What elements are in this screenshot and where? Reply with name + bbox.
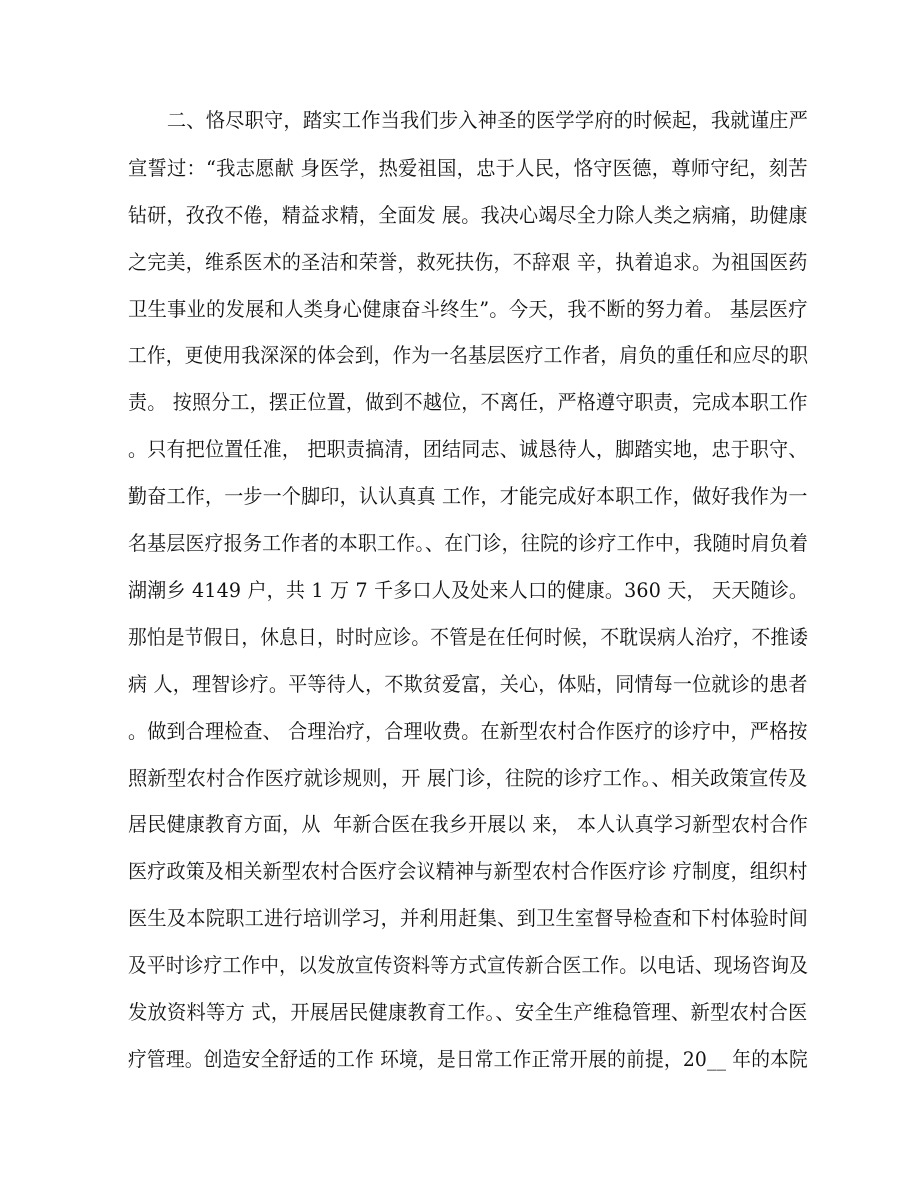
text-line: 及平时诊疗工作中，以发放宣传资料等方式宣传新合医工作。以电话、现场咨询及 — [128, 953, 809, 977]
text-line: 居民健康教育方面，从 年新合医在我乡开展以 来， 本人认真学习新型农村合作 — [128, 812, 809, 836]
text-line: 。做到合理检查、 合理治疗，合理收费。在新型农村合作医疗的诊疗中，严格按 — [128, 719, 808, 743]
text-line: 疗管理。创造安全舒适的工作 环境，是日常工作正常开展的前提，20__ 年的本院 — [128, 1047, 808, 1071]
text-line: 二、恪尽职守，踏实工作当我们步入神圣的医学学府的时候起，我就谨庄严 — [128, 108, 808, 132]
text-line: 工作，更使用我深深的体会到，作为一名基层医疗工作者，肩负的重任和应尽的职 — [128, 343, 809, 367]
text-line: 勤奋工作，一步一个脚印，认认真真 工作，才能完成好本职工作，做好我作为一 — [128, 484, 808, 508]
text-line: 之完美，维系医术的圣洁和荣誉，救死扶伤，不辞艰 辛，执着追求。为祖国医药 — [128, 250, 808, 274]
text-line: 。只有把位置任准， 把职责搞清，团结同志、诚恳待人，脚踏实地，忠于职守、 — [128, 437, 808, 461]
text-line: 医疗政策及相关新型农村合医疗会议精神与新型农村合作医疗诊 疗制度，组织村 — [128, 859, 808, 883]
text-line: 病 人，理智诊疗。平等待人，不欺贫爱富，关心，体贴，同情每一位就诊的患者 — [128, 672, 808, 696]
text-line: 宣誓过：“我志愿献 身医学，热爱祖国，忠于人民，恪守医德，尊师守纪，刻苦 — [128, 156, 808, 180]
text-line: 卫生事业的发展和人类身心健康奋斗终生”。今天，我不断的努力着。 基层医疗 — [128, 297, 808, 321]
text-line: 责。 按照分工，摆正位置，做到不越位，不离任，严格遵守职责，完成本职工作 — [128, 390, 808, 414]
text-line: 钻研，孜孜不倦，精益求精，全面发 展。我决心竭尽全力除人类之病痛，助健康 — [128, 203, 808, 227]
text-line: 照新型农村合作医疗就诊规则，开 展门诊，往院的诊疗工作。、相关政策宣传及 — [128, 766, 808, 790]
text-line: 湖潮乡 4149 户，共 1 万 7 千多口人及处来人口的健康。360 天， 天天随诊。 — [128, 578, 809, 602]
text-line: 那怕是节假日，休息日，时时应诊。不管是在任何时候，不耽误病人治疗，不推诿 — [128, 625, 809, 649]
text-line: 医生及本院职工进行培训学习，并利用赶集、到卫生室督导检查和下村体验时间 — [128, 906, 808, 930]
text-line: 发放资料等方 式，开展居民健康教育工作。、安全生产维稳管理、新型农村合医 — [128, 1000, 808, 1024]
text-line: 名基层医疗报务工作者的本职工作。、在门诊，往院的诊疗工作中，我随时肩负着 — [128, 531, 809, 555]
